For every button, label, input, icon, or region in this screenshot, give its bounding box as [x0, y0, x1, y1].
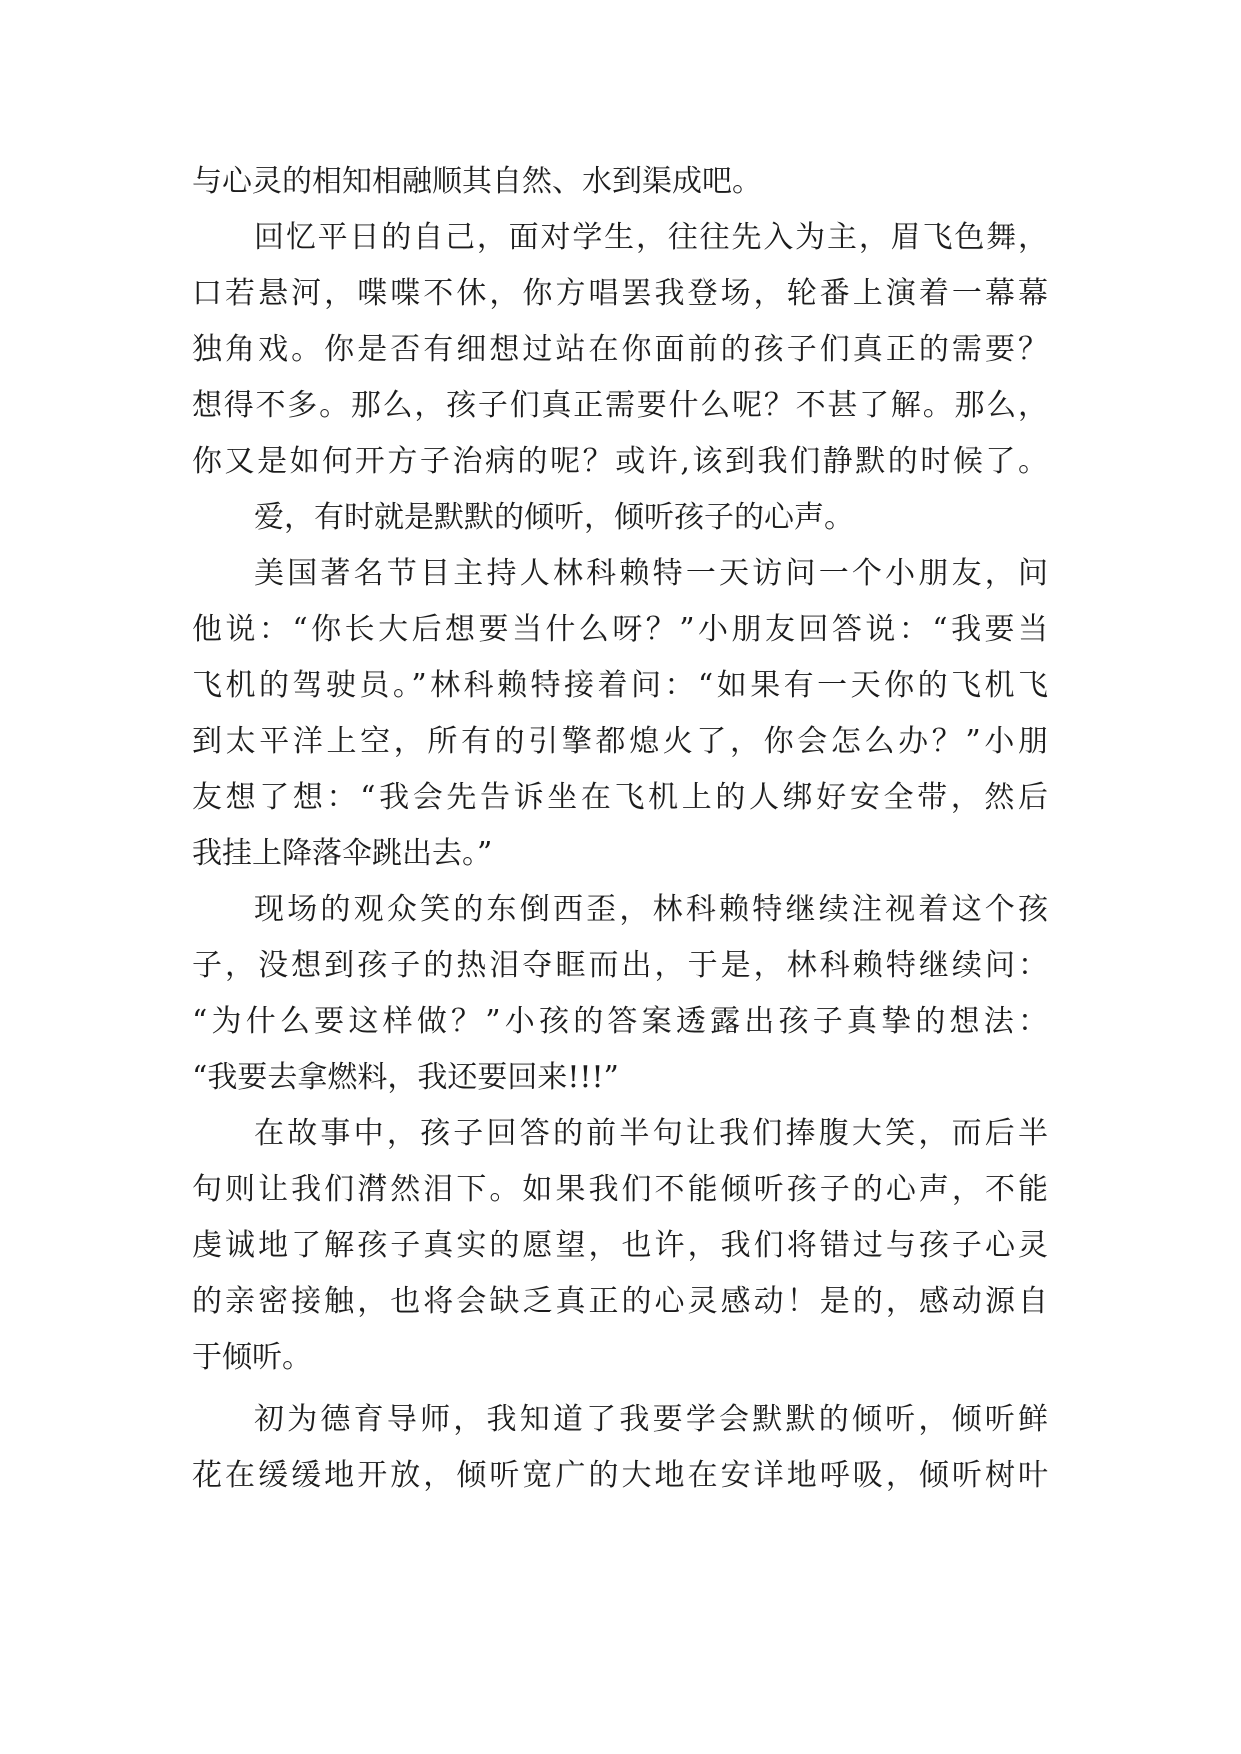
- text-line: 口若悬河，喋喋不休，你方唱罢我登场，轮番上演着一幕幕: [192, 276, 1048, 311]
- text-line: 的亲密接触，也将会缺乏真正的心灵感动！是的，感动源自: [192, 1284, 1048, 1319]
- text-line: 我挂上降落伞跳出去。”: [192, 836, 493, 871]
- paragraph-first-line: 美国著名节目主持人林科赖特一天访问一个小朋友，问: [254, 556, 1048, 591]
- text-line: 到太平洋上空，所有的引擎都熄火了，你会怎么办？”小朋: [192, 724, 1048, 759]
- text-line: 飞机的驾驶员。”林科赖特接着问：“如果有一天你的飞机飞: [192, 668, 1048, 703]
- text-line: 友想了想：“我会先告诉坐在飞机上的人绑好安全带，然后: [192, 780, 1048, 815]
- text-line: 独角戏。你是否有细想过站在你面前的孩子们真正的需要？: [192, 332, 1048, 367]
- text-line: 想得不多。那么，孩子们真正需要什么呢？不甚了解。那么，: [192, 388, 1048, 423]
- text-line: 他说：“你长大后想要当什么呀？”小朋友回答说：“我要当: [192, 612, 1048, 647]
- paragraph-first-line: 回忆平日的自己，面对学生，往往先入为主，眉飞色舞，: [254, 220, 1048, 255]
- text-line: 句则让我们潸然泪下。如果我们不能倾听孩子的心声，不能: [192, 1172, 1048, 1207]
- body-text: [192, 154, 1048, 1504]
- paragraph-first-line: 在故事中，孩子回答的前半句让我们捧腹大笑，而后半: [254, 1116, 1048, 1151]
- text-line: 于倾听。: [192, 1340, 312, 1375]
- paragraph-first-line: 初为德育导师，我知道了我要学会默默的倾听，倾听鲜: [254, 1402, 1048, 1437]
- text-line: 你又是如何开方子治病的呢？或许,该到我们静默的时候了。: [192, 444, 1048, 479]
- paragraph-first-line: 爱，有时就是默默的倾听，倾听孩子的心声。: [254, 500, 854, 535]
- text-line: 花在缓缓地开放，倾听宽广的大地在安详地呼吸，倾听树叶: [192, 1458, 1048, 1493]
- paragraph-first-line: 现场的观众笑的东倒西歪，林科赖特继续注视着这个孩: [254, 892, 1048, 927]
- text-line: “我要去拿燃料，我还要回来!!!”: [192, 1060, 619, 1095]
- text-line: 与心灵的相知相融顺其自然、水到渠成吧。: [192, 164, 762, 199]
- text-line: 虔诚地了解孩子真实的愿望，也许，我们将错过与孩子心灵: [192, 1228, 1048, 1263]
- text-line: “为什么要这样做？”小孩的答案透露出孩子真挚的想法：: [192, 1004, 1048, 1039]
- text-line: 子，没想到孩子的热泪夺眶而出，于是，林科赖特继续问：: [192, 948, 1048, 983]
